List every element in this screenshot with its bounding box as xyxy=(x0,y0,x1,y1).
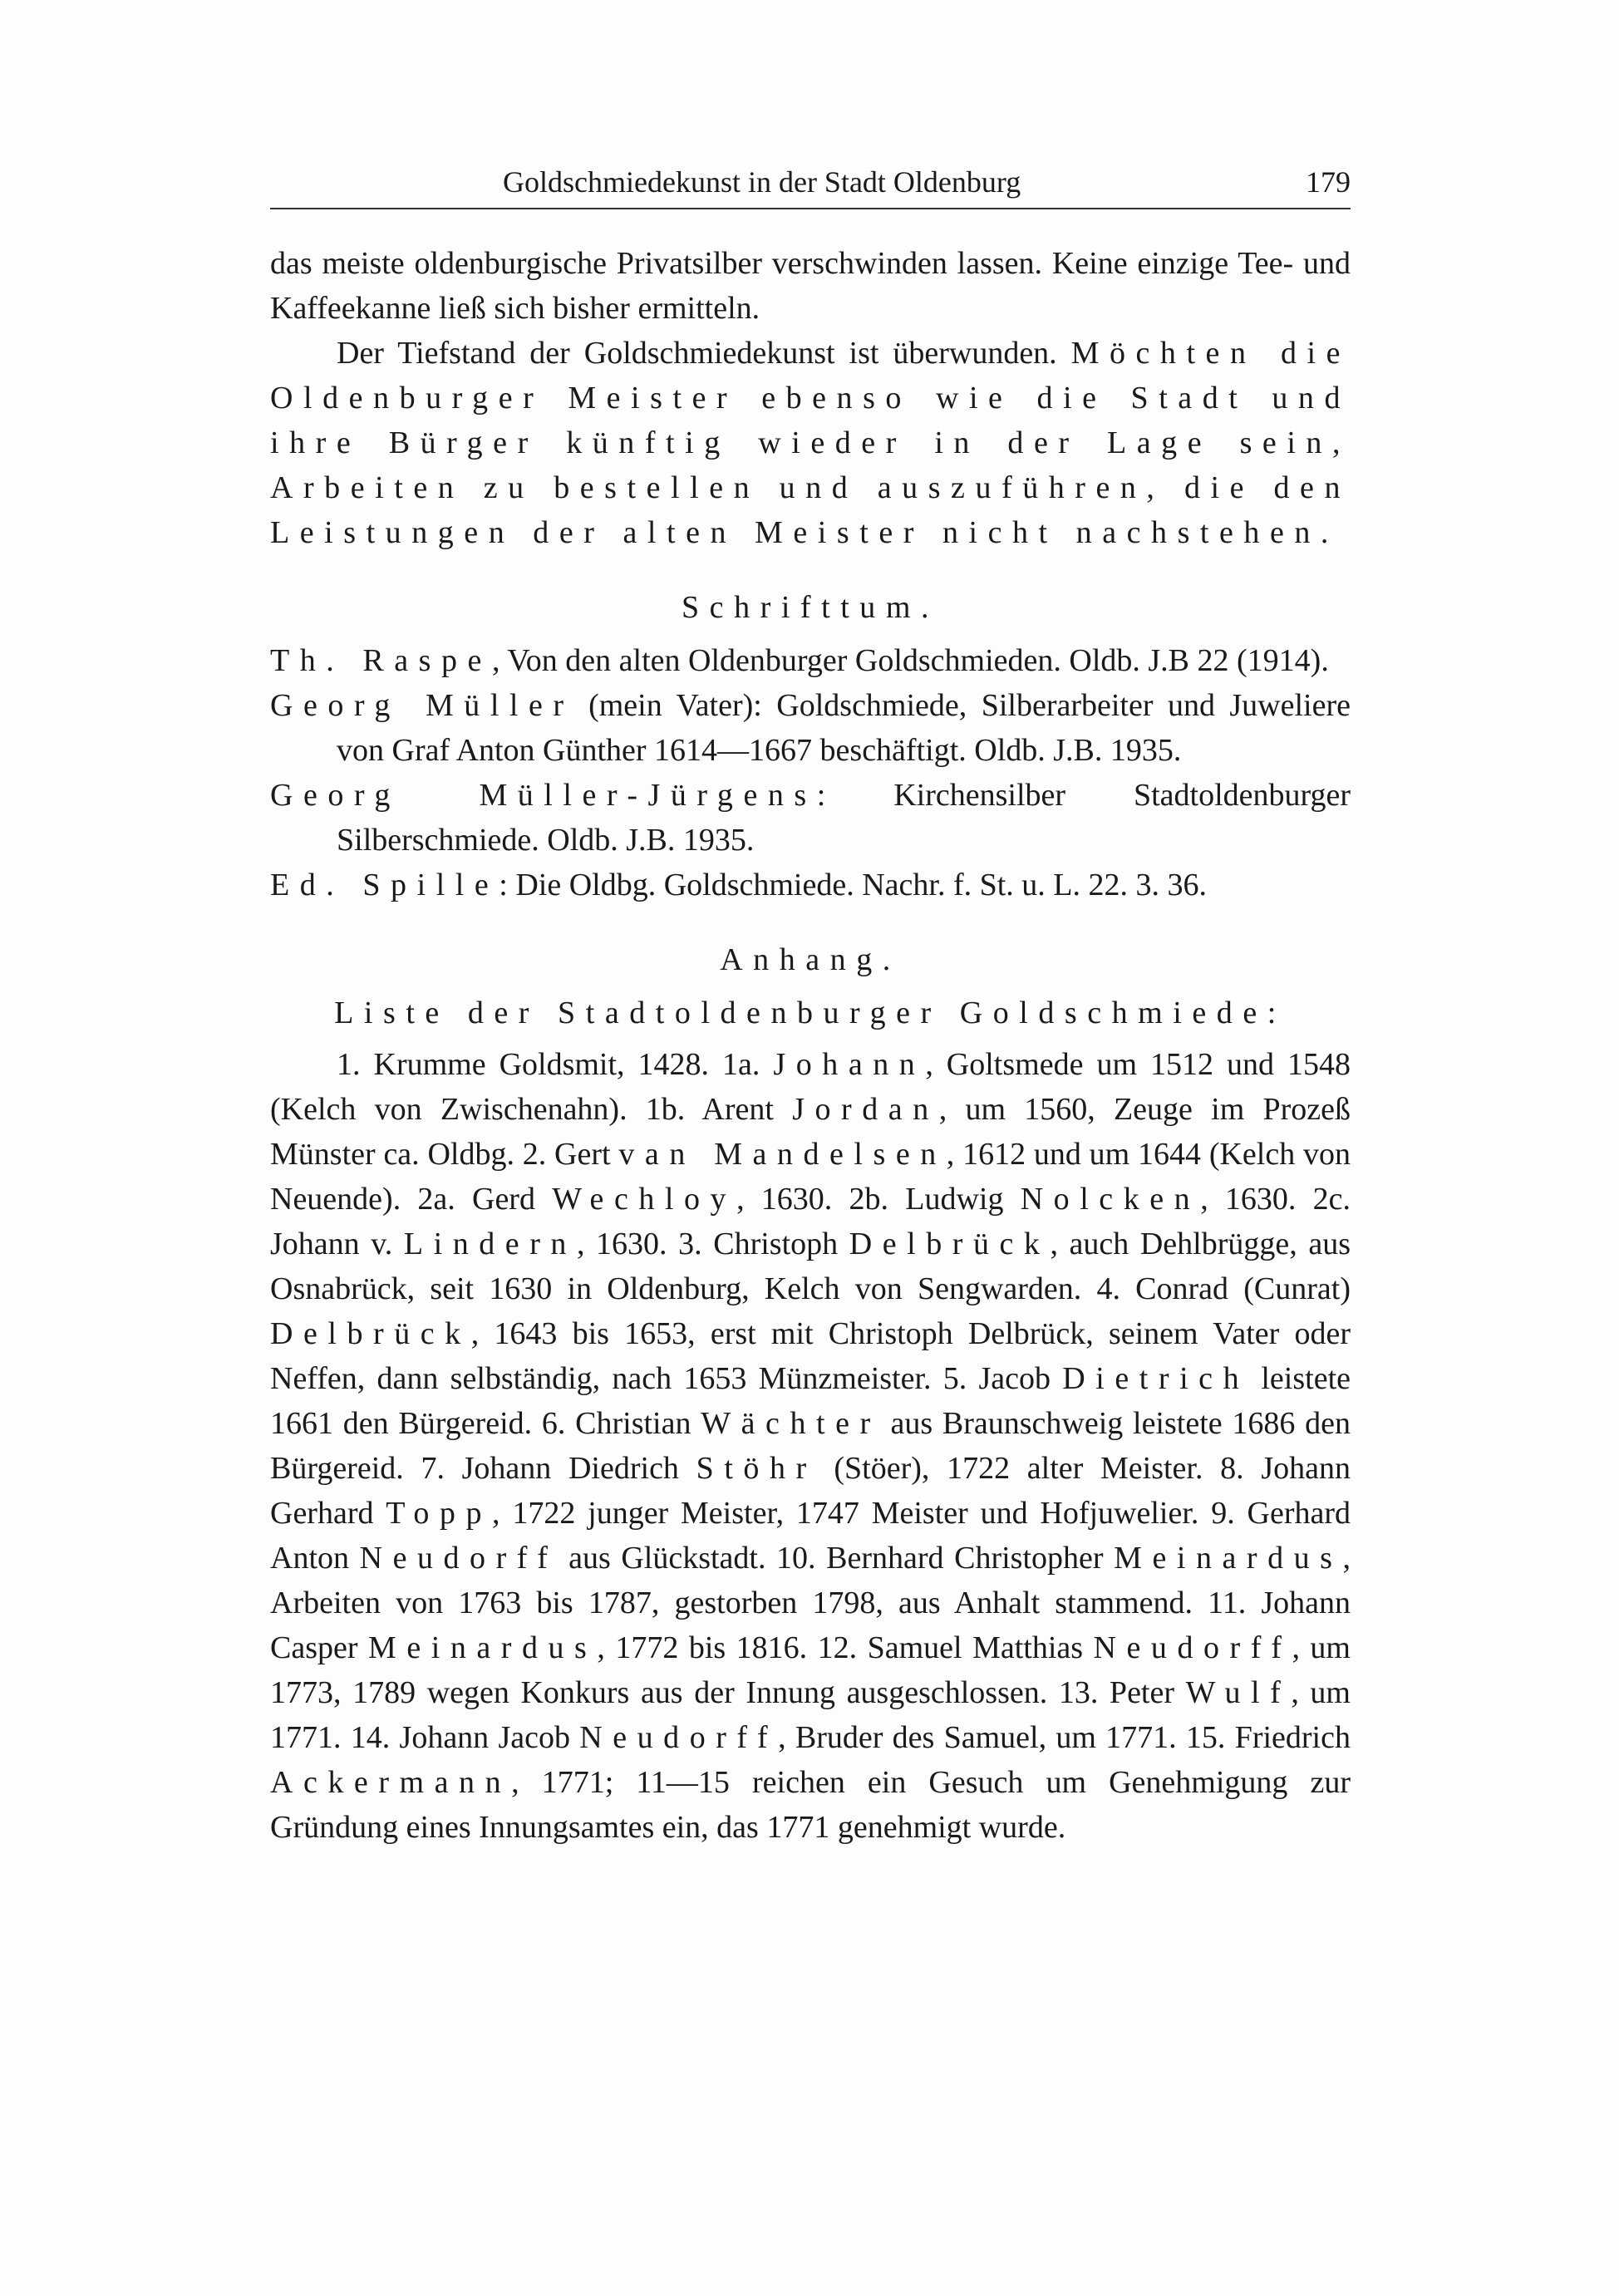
paragraph-2-spaced: Möchten die Oldenburger Meister ebenso wie die Stadt und ihre Bürger künftig wieder in der Lage sein, Arbeiten zu bestellen und auszuführen, die den Leistungen der alten Meister nicht nachstehen. xyxy=(270,336,1351,550)
goldsmith-name: Stöhr xyxy=(696,1451,817,1486)
literature-ref xyxy=(270,773,1351,863)
goldsmith-name: Meinardus xyxy=(1114,1541,1343,1576)
ref-text: , Von den alten Oldenburger Goldschmieden. Oldb. J.B 22 (1914). xyxy=(491,643,1329,678)
literature-ref xyxy=(270,683,1351,773)
paragraph-2 xyxy=(270,331,1351,555)
goldsmith-name: Wächter xyxy=(701,1406,881,1441)
appendix-subheading: Liste der Stadtoldenburger Goldschmiede: xyxy=(334,996,1287,1030)
list-text: 1. Krumme Goldsmit, 1428. 1a. xyxy=(337,1047,774,1082)
ref-text: : Kirchensilber Stadtoldenburger Silberschmiede. Oldb. J.B. 1935. xyxy=(337,778,1351,858)
list-text: , um 1560, Zeuge im Prozeß Münster ca. Oldbg. 2. Gert xyxy=(270,1092,1351,1172)
goldsmith-name: Johann xyxy=(773,1047,926,1082)
list-text: , Bruder des Samuel, um 1771. 15. Friedrich xyxy=(778,1720,1351,1755)
goldsmith-name: Wechloy xyxy=(552,1182,737,1217)
ref-author: Ed. Spille xyxy=(270,868,499,902)
list-text: , 1630. 2b. Ludwig xyxy=(736,1182,1021,1217)
goldsmith-name: Lindern xyxy=(403,1227,577,1261)
goldsmith-name: Meinardus xyxy=(368,1630,598,1665)
page-number: 179 xyxy=(1306,165,1351,199)
ref-text: (mein Vater): Goldschmiede, Silberarbeiter und Juweliere von Graf Anton Günther 1614—1667 beschäftigt. Oldb. J.B. 1935. xyxy=(337,688,1351,768)
appendix-heading: Anhang. xyxy=(720,942,901,977)
list-text: leistete 1661 den Bürgereid. 6. Christian xyxy=(270,1361,1351,1441)
goldsmith-name: Nolcken xyxy=(1020,1182,1201,1217)
literature-heading: Schrifttum. xyxy=(682,590,939,625)
list-text: , 1630. 3. Christoph xyxy=(576,1227,849,1261)
page-body xyxy=(270,241,1351,1850)
list-text: aus Braunschweig leistete 1686 den Bürgereid. 7. Johann Diedrich xyxy=(270,1406,1351,1486)
list-text: (Stöer), 1722 alter Meister. 8. Johann Gerhard xyxy=(270,1451,1351,1531)
ref-author: Th. Raspe xyxy=(270,643,492,678)
list-text: , auch Dehlbrügge, aus Osnabrück, seit 1630 in Oldenburg, Kelch von Sengwarden. 4. Conrad (Cunrat) xyxy=(270,1227,1351,1306)
goldsmith-name: Neudorff xyxy=(579,1720,779,1755)
list-text: , 1643 bis 1653, erst mit Christoph Delbrück, seinem Vater oder Neffen, dann selbständig, nach 1653 Münzmeister. 5. Jacob xyxy=(270,1316,1351,1396)
list-text: , 1772 bis 1816. 12. Samuel Matthias xyxy=(597,1630,1094,1665)
goldsmith-name: Neudorff xyxy=(1093,1630,1292,1665)
goldsmith-name: Neudorff xyxy=(359,1541,559,1576)
goldsmith-name: Delbrück xyxy=(270,1316,471,1351)
list-text: , 1771; 11—15 reichen ein Gesuch um Genehmigung zur Gründung eines Innungsamtes ein, das 1771 genehmigt wurde. xyxy=(270,1765,1351,1845)
list-text: , um 1773, 1789 wegen Konkurs aus der Innung ausgeschlossen. 13. Peter xyxy=(270,1630,1351,1710)
ref-text: : Die Oldbg. Goldschmiede. Nachr. f. St. u. L. 22. 3. 36. xyxy=(499,868,1208,902)
list-text: , 1722 junger Meister, 1747 Meister und Hofjuwelier. 9. Gerhard Anton xyxy=(270,1496,1351,1576)
ref-author: Georg Müller xyxy=(270,688,574,723)
goldsmith-name: Dietrich xyxy=(1062,1361,1250,1396)
running-title: Goldschmiedekunst in der Stadt Oldenburg xyxy=(503,165,1021,199)
goldsmith-name: Ackermann xyxy=(270,1765,512,1800)
paragraph-1: das meiste oldenburgische Privatsilber verschwinden lassen. Keine einzige Tee- und Kaffeekanne ließ sich bisher ermitteln. xyxy=(270,246,1351,326)
list-text: , um 1771. 14. Johann Jacob xyxy=(270,1675,1351,1755)
goldsmith-name: Topp xyxy=(386,1496,493,1531)
list-text: aus Glückstadt. 10. Bernhard Christopher xyxy=(558,1541,1115,1576)
list-text: , Arbeiten von 1763 bis 1787, gestorben 1798, aus Anhalt stammend. 11. Johann Casper xyxy=(270,1541,1351,1665)
list-text: , 1630. 2c. Johann v. xyxy=(270,1182,1351,1261)
ref-author: Georg Müller-Jürgens xyxy=(270,778,817,813)
paragraph-2-intro: Der Tiefstand der Goldschmiedekunst ist überwunden. xyxy=(337,336,1057,371)
list-text: , Goltsmede um 1512 und 1548 (Kelch von Zwischenahn). 1b. Arent xyxy=(270,1047,1351,1127)
goldsmith-name: Jordan xyxy=(792,1092,939,1127)
list-text: , 1612 und um 1644 (Kelch von Neuende). 2a. Gerd xyxy=(270,1137,1351,1217)
goldsmith-list xyxy=(270,1042,1351,1850)
goldsmith-name: Delbrück xyxy=(849,1227,1051,1261)
literature-ref xyxy=(270,863,1351,907)
literature-ref xyxy=(270,638,1351,683)
goldsmith-name: van Mandelsen xyxy=(618,1137,947,1172)
goldsmith-name: Wulf xyxy=(1185,1675,1292,1710)
running-header xyxy=(270,158,1351,209)
